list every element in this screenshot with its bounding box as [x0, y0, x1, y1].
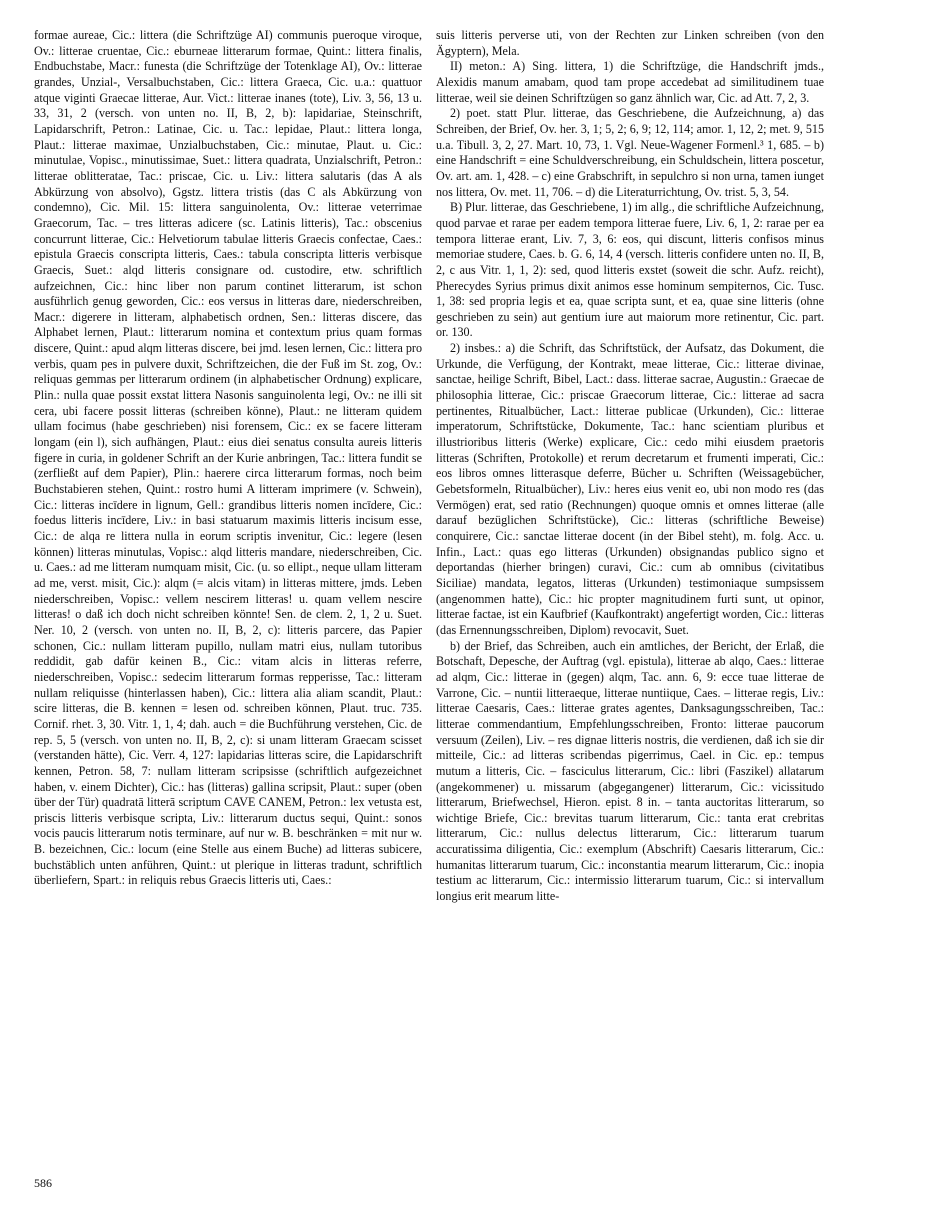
- right-paragraph-continuation: suis litteris perverse uti, von der Rechten zur Linken schreiben (von den Ägyptern), Mela.: [436, 28, 824, 58]
- right-paragraph-insbes: 2) insbes.: a) die Schrift, das Schriftstück, der Aufsatz, das Dokument, die Urkunde, die Verfügung, der Kontrakt, meae litterae, Cic.: litterae divinae, sanctae, heilige Schrift, Bibel, Lact.: dass. litterae sacrae, Augustin.: Graecae de philosophia litterae, Cic.: priscae Graecorum litterae, Cic.: litterae ad sacra pertinentes, Ritualbücher, Lact.: litterae publicae (Urkunden), Cic.: litterae imperatorum, Schriftstücke, Dokumente, Tac.: hanc scientiam pluribus et illustrioribus litteris (Werke) explicare, Cic.: cedo mihi eiusdem praetoris litteras (Schriften, Protokolle) et rerum decretarum et frumenti imperati, Cic.: eos libros omnes litterasque deferre, Bücher u. Schriften (Weissagebücher, Gebetsformeln, Ritualbücher), Liv.: heres eius venit eo, ubi non modo res (das Vermögen) erat, sed ratio (Rechnungen) quoque omnis et omnes litterae (alle darauf bezüglichen Schriftstücke), Cic.: litteras (schriftliche Beweise) conquirere, Cic.: sanctae litterae docent (in der Bibel steht), m. folg. Acc. u. Infin., Lact.: quas ego litteras (Urkunden) obsignandas publico signo et deportandas (hierher bringen) curavi, Cic.: cum ab omnibus (civitatibus Siciliae) mandata, legatos, litteras (Urkunden) testimoniaque sumpsissem (angenommen hatte), Cic.: hic propter magnitudinem furti sunt, ut opinor, litterae factae, ist ein Kaufbrief (Kaufkontrakt) angefertigt worden, Cic.: litteras (das Ernennungsschreiben, Diplom) revocavit, Suet.: [436, 341, 824, 637]
- right-column: [436, 28, 824, 905]
- right-paragraph-sing: II) meton.: A) Sing. littera, 1) die Schriftzüge, die Handschrift jmds., Alexidis manum amabam, quod tam prope accedebat ad similitudinem tuae litterae, weil sie deinen Schriftzügen so ganz ähnlich war, Cic. ad Att. 7, 2, 3.: [436, 59, 824, 105]
- left-column: [34, 28, 422, 889]
- right-paragraph-plur: B) Plur. litterae, das Geschriebene, 1) im allg., die schriftliche Aufzeichnung, quod parvae et rarae per eadem tempora litterae fuere, Liv. 6, 1, 2: rarae per ea tempora litterae erant, Liv. 7, 3, 6: eos, qui discunt, litteris confisos minus memoriae studere, Caes. b. G. 6, 14, 4 (versch. litteris confidere unten no. II, B, 2, c aus Vitr. 1, 1, 2): sed, quod litteris exstet (soweit die schr. Aufz. reicht), Pherecydes Syrius primus dixit animos esse hominum sempiternos, Cic. Tusc. 1, 38: sed propria legis et ea, quae scripta sunt, et ea, quae sine litteris (ohne geschrieben zu sein) aut gentium iure aut maiorum more retinentur, Cic. part. or. 130.: [436, 200, 824, 340]
- page-number: 586: [34, 1176, 52, 1190]
- right-paragraph-brief: b) der Brief, das Schreiben, auch ein amtliches, der Bericht, der Erlaß, die Botschaft, Depesche, der Auftrag (vgl. epistula), litterae ab alqo, Caes.: litterae ad alqm, Cic.: litterae in (gegen) alqm, Tac. ann. 6, 9: ecce tuae litterae de Varrone, Cic. – nuntii litteraeque, litterae nuntiique, Caes. – litterae regis, Liv.: litterae Caesaris, Caes.: litterae grates agentes, Danksagungsschreiben, Tac.: litterae commendantium, Empfehlungsschreiben, Fronto: litterae paucorum versuum (Zeilen), Liv. – res dignae litteris nostris, die verdienen, daß ich sie dir mitteile, Cic.: ad litteras scribendas pigerrimus, Cael. in Cic. ep.: tempus mutum a litteris, Cic. – fasciculus litterarum, Cic.: libri (Faszikel) allatarum (angekommener) u. missarum (abgegangener) litterarum, Cic.: vicissitudo litterarum, Briefwechsel, Hieron. epist. 8 in. – tanta auctoritas litterarum, so wichtige Briefe, Cic.: brevitas tuarum litterarum, Cic.: tanta erat crebritas litterarum, Cic.: nullus delectus litterarum, Cic.: litterarum tuarum accuratissima diligentia, Cic.: exemplum (Abschrift) Caesaris litterarum, Cic.: humanitas litterarum tuarum, Cic.: inconstantia mearum litterarum, Cic.: inopia testium ac litterarum, Cic.: intermissio litterarum tuarum, Cic.: si intervallum longius erit mearum litte-: [436, 638, 824, 904]
- right-paragraph-poet: 2) poet. statt Plur. litterae, das Geschriebene, die Aufzeichnung, a) das Schreiben, der Brief, Ov. her. 3, 1; 5, 2; 6, 9; 12, 114; amor. 1, 12, 2; met. 9, 515 u.a. Tibull. 3, 2, 27. Mart. 10, 73, 1. Vgl. Neue-Wagener Formenl.³ 1, 685. – b) eine Handschrift = eine Schuldverschreibung, ein Schuldschein, littera poscetur, Ov. art. am. 1, 428. – c) eine Grabschrift, in sepulchro si non urna, tamen iunget nos littera, Ov. met. 11, 706. – d) die Literaturrichtung, Ov. trist. 5, 3, 54.: [436, 106, 824, 199]
- left-paragraph: formae aureae, Cic.: littera (die Schriftzüge AI) communis pueroque viroque, Ov.: litterae cruentae, Cic.: eburneae litterarum formae, Quint.: littera finalis, Endbuchstabe, Macr.: funesta (die Schriftzüge der Totenklage AI), Ov.: litterae grandes, Unzial-, Versalbuchstaben, Cic.: littera Graeca, Cic. u.a.: quattuor atque viginti Graecae litterae, Aur. Vict.: litterae inanes (tote), Liv. 3, 56, 13 u. 33, 31, 2 (versch. von unten no. II, B, 2, b): lapidariae, Steinschrift, Lapidarschrift, Petron.: Latinae, Cic. u. Tac.: lepidae, Plaut.: littera longa, Plaut.: litterae maximae, Unzialbuchstaben, Cic.: minutae, Plaut. u. Cic.: minutulae, Vopisc., minutissimae, Suet.: littera quadrata, Unzialschrift, Petron.: litterae oblitteratae, Tac.: priscae, Cic. u. Liv.: littera salutaris (das A als Abkürzung von absolvo), Ggstz. littera tristis (das C als Abkürzung von condemno), Cic. Mil. 15: littera sanguinolenta, Ov.: litterae veterrimae Graecorum, Tac. – tres litteras adicere (sc. Latinis litteris), Tac.: obscenius concurrunt litterae, Cic.: Helvetiorum tabulae litteris Graecis confectae, Caes.: epistula Graecis conscripta litteris, Caes.: tabula conscripta litteris verbisque Graecis, Suet.: alqd litteris consignare od. custodire, etw. schriftlich aufzeichnen, Cic.: hinc liber non parum continet litterarum, ist schon ausführlich genug geworden, Cic.: eos versus in litteras dare, niederschreiben, Macr.: digerere in litteram, alphabetisch ordnen, Sen.: litteras discere, das Alphabet lernen, Plaut.: litterarum nomina et contextum prius quam formas discere, Quint.: apud alqm litteras discere, bei jmd. lesen lernen, Cic.: littera pro verbis, quam pes in pulvere duxit, Schriftzeichen, die der Fuß im St. zog, Ov.: reliquas gemmas per litterarum ordinem (in alphabetischer Ordnung) explicare, Plin.: nulla quae possit exstat littera Nasonis sanguinolenta legi, Ov.: ne illi sit cera, ubi facere possit litteras (schreiben könne), Plaut.: ne litteram quidem ullam focimus (habe geschrieben) nisi forensem, Cic.: ex se facere litteram longam (ein l), sich aufhängen, Plaut.: eius diei senatus consulta aureis litteris figere in curia, in goldener Schrift an der Kurie anbringen, Tac.: littera fundit se (zerfließt auf dem Papier), Plin.: haerere circa litterarum formas, noch beim Buchstabieren stehen, Quint.: rostro humi A litteram imprimere (v. Schwein), Cic.: litteras incīdere in lignum, Gell.: grandibus litteris nomen incīdere, Cic.: foedus litteris incīdere, Liv.: in basi statuarum maximis litteris incisum esse, Cic.: de alqa re littera nulla in eorum scriptis invenitur, Cic.: legere (lesen können) litteras minutulas, Vopisc.: alqd litteris mandare, niederschreiben, Cic. u. Caes.: ad me litteram numquam misit, Cic. (u. so ellipt., neque ullam litteram ad me, verst. misit, Cic.): alqm (= alcis vitam) in litteras mittere, jmds. Leben niederschreiben, Vopisc.: vellem nescirem litteras! u. quam vellem nescire litteras! o daß ich doch nicht schreiben könnte! Sen. de clem. 2, 1, 2 u. Suet. Ner. 10, 2 (versch. von unten no. II, B, 2, c): litteris parcere, das Papier schonen, Cic.: nullam litteram pupillo, nullam matri eius, nullam tutoribus reddidit, gab dafür keinen B., Cic.: vitam alcis in litteras referre, niederschreiben, Vopisc.: sedecim litterarum formas repperisse, Tac.: litteram nullam reliquisse (hinterlassen haben), Cic.: littera alia aliam scandit, Plaut.: scire litteras, die B. kennen = lesen od. schreiben können, Plaut. truc. 735. Cornif. rhet. 3, 30. Vitr. 1, 1, 4; dah. auch = die Buchführung verstehen, Cic. de rep. 5, 5 (versch. von unten no. II, B, 2, c): si unam litteram Graecam scisset (verstanden hätte), Cic. Verr. 4, 127: lapidarias litteras scire, die Lapidarschrift kennen, Petron. 58, 7: nullam litteram scripsisse (schriftlich aufgezeichnet haben, v. einem Dichter), Cic.: has (litteras) gallina scripsit, Plaut.: super (oben über der Tür) quadratā litterā scriptum CAVE CANEM, Petron.: lex vetusta est, priscis litteris verbisque scripta, Liv.: litterarum ductus sequi, Quint.: sonos vocis paucis litterarum notis terminare, auf nur w. B. beschränken = mit nur w. B. bezeichnen, Cic.: locum (eine Stelle aus einem Buche) ad litteras subicere, buchstäblich unten anführen, Quint.: ut plerique in litteras tradunt, schriftlich überliefern, Spart.: in reliquis rebus Graecis litteris uti, Caes.:: [34, 28, 422, 888]
